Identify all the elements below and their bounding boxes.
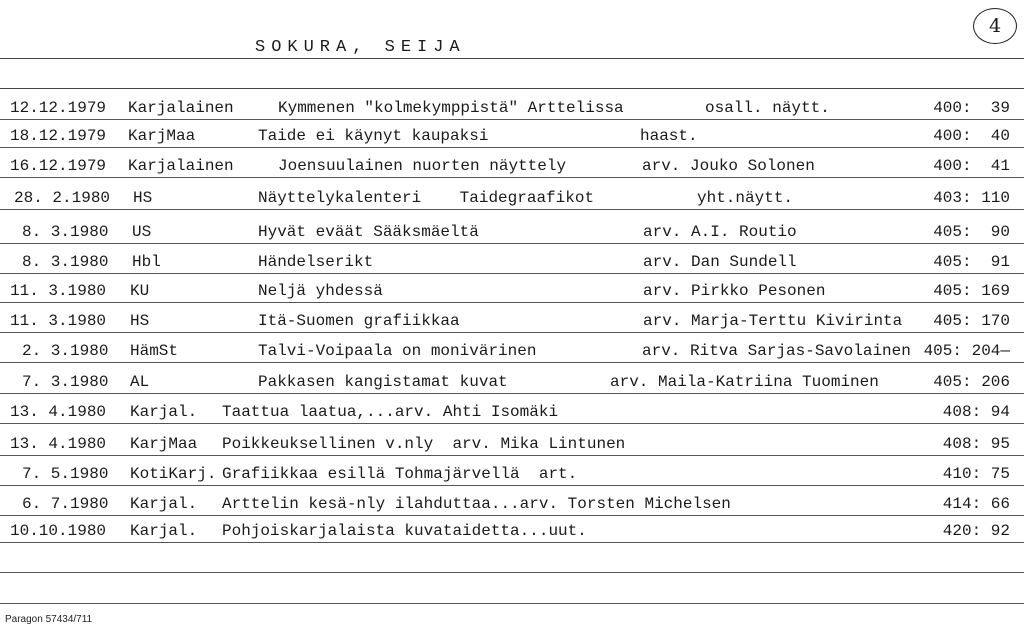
entry-ref: 420: 92 (942, 522, 1010, 540)
entry-row (0, 488, 1024, 516)
entry-date: 12.12.1979 (10, 99, 107, 117)
entry-paper: Karjal. (130, 403, 198, 421)
page-number-circle (973, 8, 1017, 44)
entry-date: 18.12.1979 (10, 127, 107, 145)
entry-note: arv. Ritva Sarjas-Savolainen (642, 342, 911, 360)
entry-ref: 410: 75 (942, 465, 1010, 483)
entry-date: 7. 3.1980 (22, 373, 109, 391)
entry-note: arv. Jouko Solonen (642, 157, 815, 175)
entry-row (0, 120, 1024, 148)
row-rule (0, 147, 1024, 148)
row-rule (0, 177, 1024, 178)
entry-paper: Karjal. (130, 495, 198, 513)
entry-title: Grafiikkaa esillä Tohmajärvellä art. (222, 465, 578, 483)
entry-paper: KarjMaa (128, 127, 196, 145)
entry-row (0, 305, 1024, 333)
entry-note: arv. Maila-Katriina Tuominen (610, 373, 879, 391)
entry-row (0, 216, 1024, 244)
entry-row (0, 92, 1024, 120)
blank-rule (0, 603, 1024, 604)
entry-paper: HS (133, 189, 153, 207)
entry-ref: 405: 204— (923, 342, 1010, 360)
heading-rule (0, 58, 1024, 59)
entry-date: 2. 3.1980 (22, 342, 109, 360)
entry-paper: KarjMaa (130, 435, 198, 453)
entry-paper: Karjalainen (128, 99, 234, 117)
entry-title: Händelserikt (258, 253, 374, 271)
card-heading: SOKURA, SEIJA (255, 38, 466, 57)
entry-paper: HämSt (130, 342, 179, 360)
entry-date: 6. 7.1980 (22, 495, 109, 513)
entry-date: 8. 3.1980 (22, 253, 109, 271)
entry-row (0, 458, 1024, 486)
printer-mark: Paragon 57434/711 (5, 614, 93, 625)
row-rule (0, 332, 1024, 333)
entry-title: Poikkeuksellinen v.nly arv. Mika Lintunen (222, 435, 626, 453)
entry-title: Neljä yhdessä (258, 282, 383, 300)
page-number: 4 (988, 15, 1002, 37)
entry-ref: 405: 206 (933, 373, 1010, 391)
entry-date: 13. 4.1980 (10, 435, 107, 453)
entry-date: 8. 3.1980 (22, 223, 109, 241)
entry-paper: KotiKarj. (130, 465, 217, 483)
entry-ref: 400: 40 (933, 127, 1010, 145)
entry-row (0, 246, 1024, 274)
entry-note: arv. A.I. Routio (643, 223, 797, 241)
entry-note: arv. Dan Sundell (643, 253, 797, 271)
entry-paper: KU (130, 282, 150, 300)
entry-note: arv. Marja-Terttu Kivirinta (643, 312, 903, 330)
entry-row (0, 515, 1024, 543)
entry-ref: 405: 170 (933, 312, 1010, 330)
entry-ref: 405: 169 (933, 282, 1010, 300)
entry-title: Kymmenen "kolmekymppistä" Arttelissa (278, 99, 624, 117)
row-rule (0, 485, 1024, 486)
entry-title: Taide ei käynyt kaupaksi (258, 127, 489, 145)
entry-title: Arttelin kesä-nly ilahduttaa...arv. Torsten Michelsen (222, 495, 731, 513)
entry-title: Näyttelykalenteri Taidegraafikot (258, 189, 595, 207)
entry-paper: AL (130, 373, 150, 391)
entry-note: yht.näytt. (697, 189, 794, 207)
entry-row (0, 335, 1024, 363)
row-rule (0, 455, 1024, 456)
entry-row (0, 366, 1024, 394)
entry-paper: US (132, 223, 152, 241)
entry-title: Joensuulainen nuorten näyttely (278, 157, 567, 175)
entry-ref: 408: 95 (942, 435, 1010, 453)
entry-date: 11. 3.1980 (10, 312, 107, 330)
entry-ref: 405: 90 (933, 223, 1010, 241)
entry-title: Hyvät eväät Sääksmäeltä (258, 223, 479, 241)
entry-date: 10.10.1980 (10, 522, 107, 540)
entry-title: Taattua laatua,...arv. Ahti Isomäki (222, 403, 559, 421)
row-rule (0, 243, 1024, 244)
entry-paper: Karjalainen (128, 157, 234, 175)
row-rule (0, 302, 1024, 303)
entry-paper: Karjal. (130, 522, 198, 540)
row-rule (0, 209, 1024, 210)
entry-date: 11. 3.1980 (10, 282, 107, 300)
entry-ref: 405: 91 (933, 253, 1010, 271)
entry-row (0, 182, 1024, 210)
entry-title: Talvi-Voipaala on monivärinen (258, 342, 537, 360)
entry-ref: 408: 94 (942, 403, 1010, 421)
entry-title: Itä-Suomen grafiikkaa (258, 312, 460, 330)
entry-paper: HS (130, 312, 150, 330)
header-rule (0, 88, 1024, 89)
row-rule (0, 273, 1024, 274)
entry-date: 7. 5.1980 (22, 465, 109, 483)
entry-row (0, 275, 1024, 303)
entry-paper: Hbl (132, 253, 161, 271)
entry-row (0, 396, 1024, 424)
entry-ref: 414: 66 (942, 495, 1010, 513)
row-rule (0, 393, 1024, 394)
row-rule (0, 423, 1024, 424)
entry-row (0, 428, 1024, 456)
row-rule (0, 362, 1024, 363)
entry-title: Pohjoiskarjalaista kuvataidetta...uut. (222, 522, 587, 540)
entry-note: osall. näytt. (705, 99, 830, 117)
entry-ref: 400: 41 (933, 157, 1010, 175)
entry-note: arv. Pirkko Pesonen (643, 282, 826, 300)
entry-title: Pakkasen kangistamat kuvat (258, 373, 508, 391)
entry-row (0, 150, 1024, 178)
entry-note: haast. (640, 127, 698, 145)
entry-ref: 403: 110 (933, 189, 1010, 207)
entry-ref: 400: 39 (933, 99, 1010, 117)
entry-date: 13. 4.1980 (10, 403, 107, 421)
row-rule (0, 542, 1024, 543)
entry-date: 28. 2.1980 (14, 189, 111, 207)
blank-rule (0, 572, 1024, 573)
entry-date: 16.12.1979 (10, 157, 107, 175)
